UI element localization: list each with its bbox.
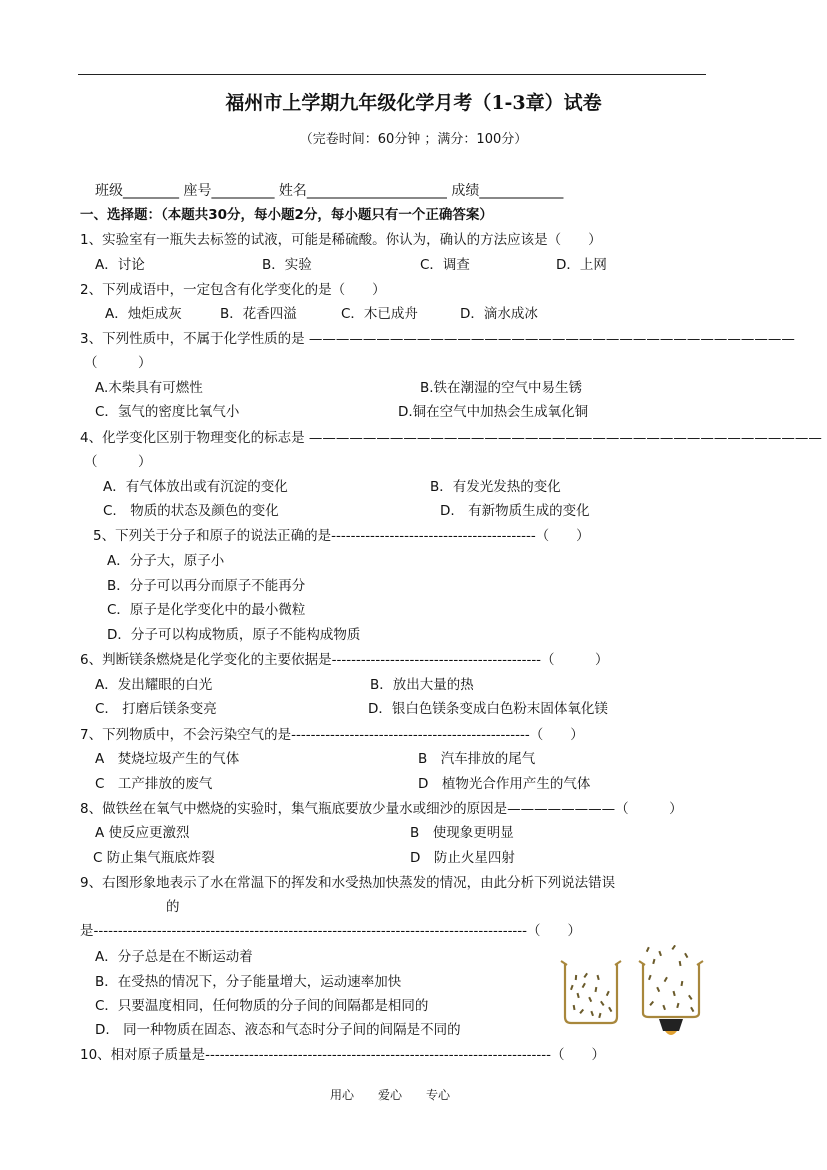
question-stem: 6、判断镁条燃烧是化学变化的主要依据是-------------------------------------------（ ） <box>80 652 609 668</box>
student-info-line: 班级________ 座号_________ 姓名____________________ 成绩____________ <box>95 183 564 199</box>
option: A 使反应更激烈 <box>95 825 190 841</box>
question-stem: 3、下列性质中，不属于化学性质的是 ———————————————————————————————————— <box>80 331 795 347</box>
option: B．有发光发热的变化 <box>430 479 561 495</box>
option: C 防止集气瓶底炸裂 <box>93 850 215 866</box>
option: C. 打磨后镁条变亮 <box>95 701 217 717</box>
option: A.木柴具有可燃性 <box>95 380 203 396</box>
question-stem: 8、做铁丝在氧气中燃烧的实验时，集气瓶底要放少量水或细沙的原因是————————（ ） <box>80 801 683 817</box>
question-stem: 4、化学变化区别于物理变化的标志是 —————————————————————————————————————— <box>80 430 822 446</box>
question-stem: 7、下列物质中，不会污染空气的是-------------------------------------------------（ ） <box>80 727 584 743</box>
option: B．在受热的情况下，分子能量增大，运动速率加快 <box>95 974 402 990</box>
option: D．上网 <box>556 257 607 273</box>
option: B．分子可以再分而原子不能再分 <box>107 578 306 594</box>
option: D. 同一种物质在固态、液态和气态时分子间的间隔是不同的 <box>95 1022 461 1038</box>
option: A．烛炬成灰 <box>105 306 182 322</box>
question-stem: 10、相对原子质量是-----------------------------------------------------------------------（ ） <box>80 1047 606 1063</box>
question-stem-continued: 的 <box>166 899 180 915</box>
option: A．发出耀眼的白光 <box>95 677 213 693</box>
question-stem: 1、实验室有一瓶失去标签的试液，可能是稀硫酸。你认为，确认的方法应该是（ ） <box>80 232 602 248</box>
question-stem: 5、下列关于分子和原子的说法正确的是------------------------------------------（ ） <box>93 528 590 544</box>
page-title: 福州市上学期九年级化学月考（1-3章）试卷 <box>225 92 602 114</box>
exam-subtitle: （完卷时间：60分钟 ；满分：100分） <box>299 132 528 147</box>
answer-bracket: （ ） <box>84 355 152 371</box>
answer-bracket: （ ） <box>84 454 152 470</box>
option: C. 物质的状态及颜色的变化 <box>103 503 279 519</box>
question-stem: 9、右图形象地表示了水在常温下的挥发和水受热加快蒸发的情况，由此分析下列说法错误 <box>80 875 616 891</box>
top-rule <box>78 74 706 75</box>
option: C．只要温度相同，任何物质的分子间的间隔都是相同的 <box>95 998 429 1014</box>
option: B 使现象更明显 <box>410 825 514 841</box>
option: D．分子可以构成物质，原子不能构成物质 <box>107 627 361 643</box>
beakers-evaporation-icon <box>555 945 715 1040</box>
option: B 汽车排放的尾气 <box>418 751 536 767</box>
option: D.铜在空气中加热会生成氧化铜 <box>398 404 589 420</box>
option: D．滴水成冰 <box>460 306 538 322</box>
option: C．木已成舟 <box>341 306 418 322</box>
option: C．原子是化学变化中的最小微粒 <box>107 602 306 618</box>
option: A．有气体放出或有沉淀的变化 <box>103 479 288 495</box>
option: A．讨论 <box>95 257 145 273</box>
question-stem: 2、下列成语中，一定包含有化学变化的是（ ） <box>80 282 386 298</box>
option: B．放出大量的热 <box>370 677 474 693</box>
footer-text: 用心 爱心 专心 <box>329 1088 450 1102</box>
option: D 植物光合作用产生的气体 <box>418 776 591 792</box>
option: A．分子总是在不断运动着 <box>95 949 253 965</box>
option: B.铁在潮湿的空气中易生锈 <box>420 380 583 396</box>
option: B．花香四溢 <box>220 306 297 322</box>
option: B．实验 <box>262 257 312 273</box>
option: C．调查 <box>420 257 470 273</box>
option: D 防止火星四射 <box>410 850 515 866</box>
option: C．氢气的密度比氧气小 <box>95 404 240 420</box>
question-stem-continued: 是-----------------------------------------------------------------------------------------（ ） <box>80 923 582 939</box>
section-heading: 一、选择题：（本题共30分，每小题2分，每小题只有一个正确答案） <box>80 207 493 223</box>
option: D．银白色镁条变成白色粉末固体氧化镁 <box>368 701 608 717</box>
option: D. 有新物质生成的变化 <box>440 503 590 519</box>
option: A 焚烧垃圾产生的气体 <box>95 751 240 767</box>
option: A．分子大，原子小 <box>107 553 225 569</box>
option: C 工产排放的废气 <box>95 776 213 792</box>
